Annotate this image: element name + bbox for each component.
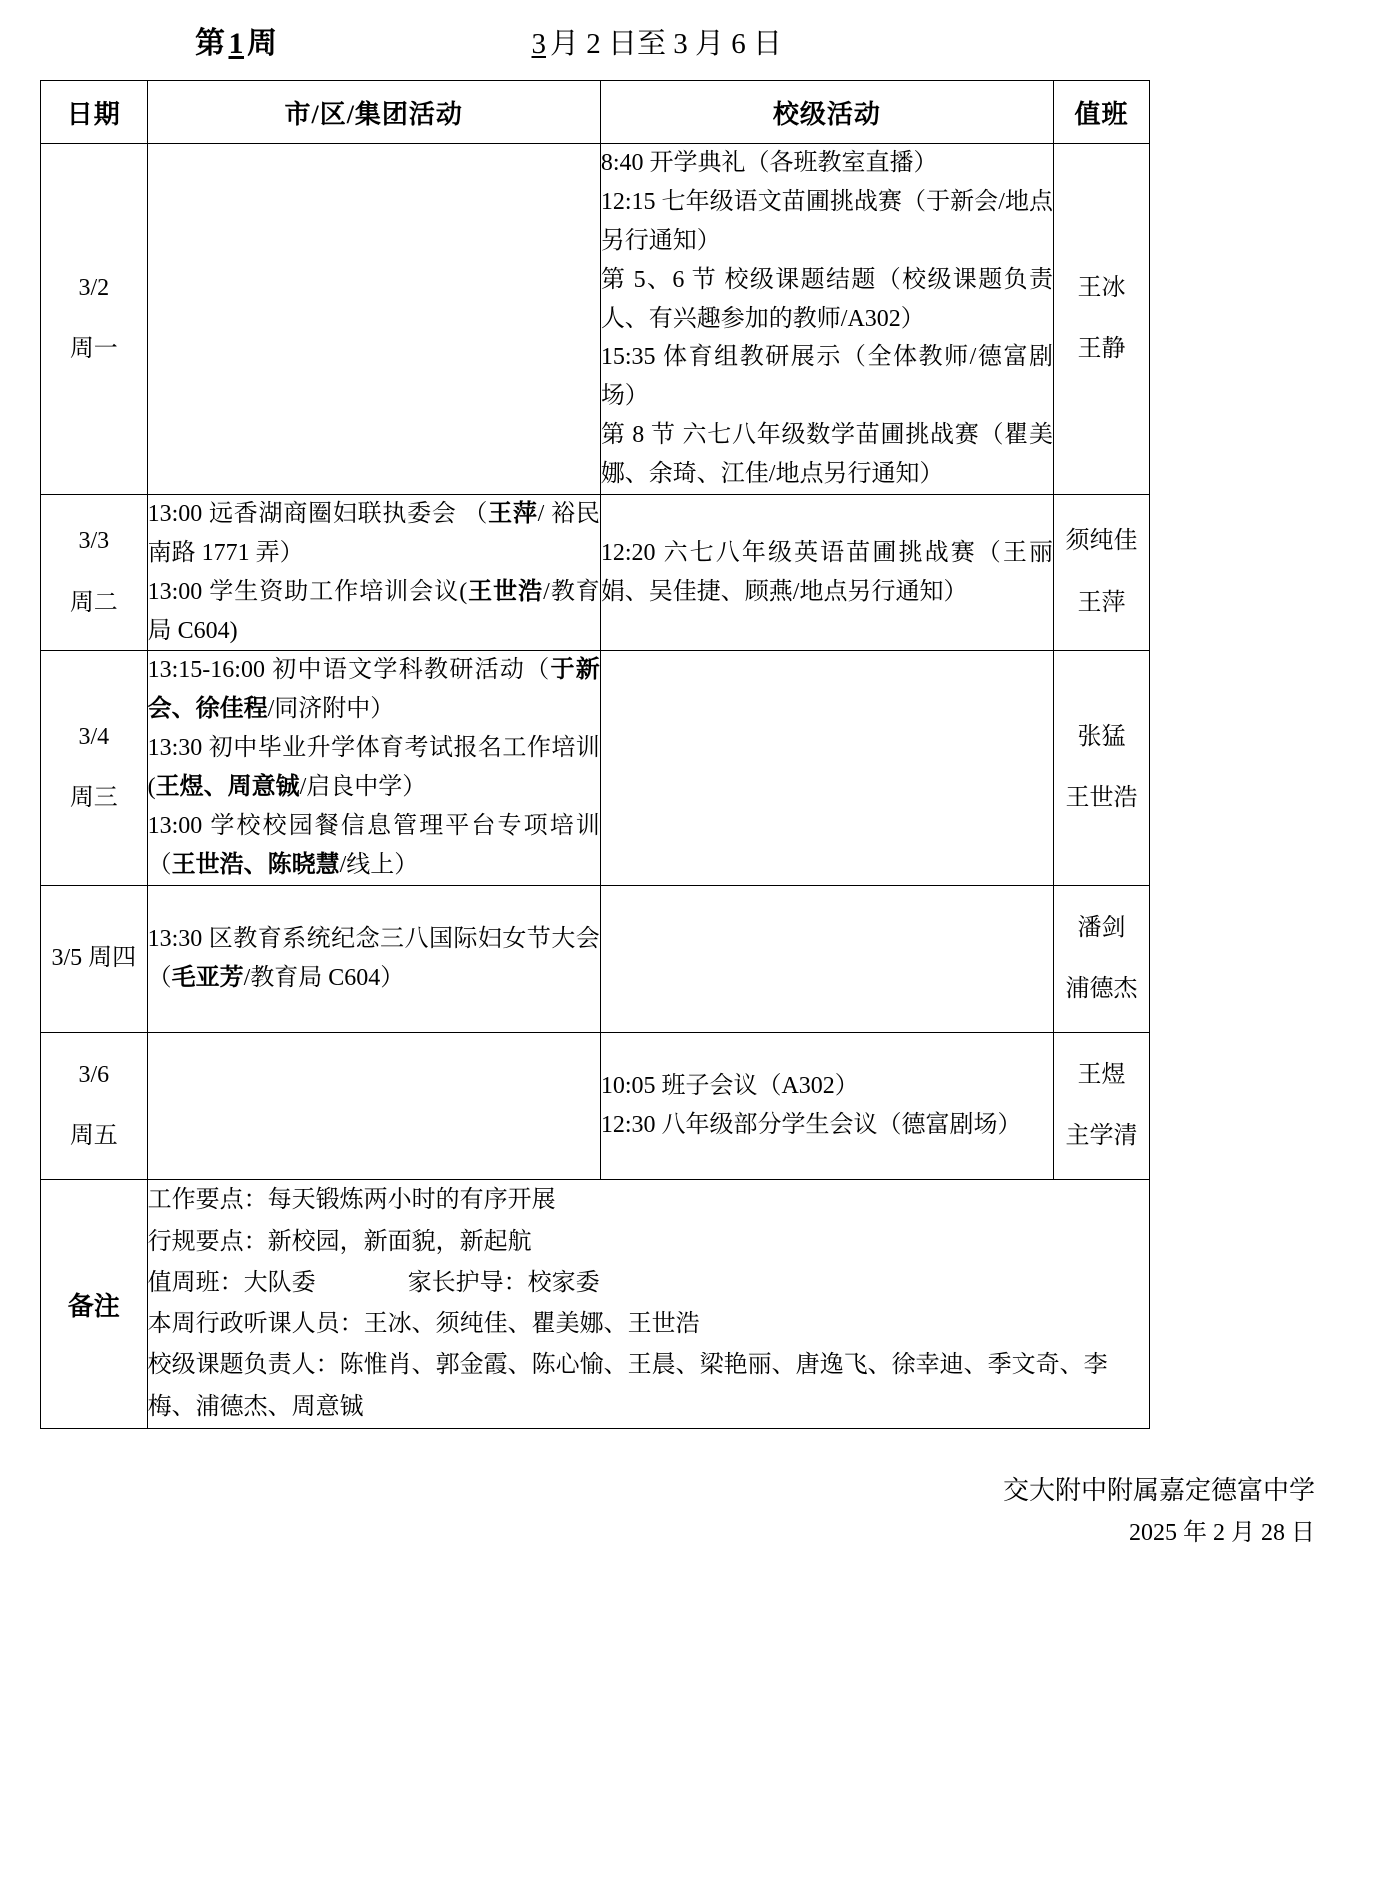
notes-line: 工作要点：每天锻炼两小时的有序开展 (147, 1187, 556, 1214)
notes-line: 校级课题负责人：陈惟肖、郭金霞、陈心愉、王晨、梁艳丽、唐逸飞、徐幸迪、季文奇、李梅、浦德杰、周意铖 (147, 1352, 1108, 1420)
footer-date: 2025 年 2 月 28 日 (1129, 1520, 1315, 1547)
date-range (528, 27, 783, 62)
week-prefix: 第 (195, 27, 226, 60)
cell-duty: 王煜 主学清 (1054, 1033, 1150, 1180)
cell-city-activities: 13:30 区教育系统纪念三八国际妇女节大会（毛亚芳/教育局 C604） (147, 885, 600, 1032)
table-body (41, 144, 1150, 1429)
notes-label: 备注 (41, 1180, 148, 1429)
notes-body (147, 1180, 1149, 1429)
cell-school-activities (600, 885, 1053, 1032)
cell-duty: 潘剑 浦德杰 (1054, 885, 1150, 1032)
notes-row (41, 1180, 1150, 1429)
cell-city-activities: 13:15-16:00 初中语文学科教研活动（于新会、徐佳程/同济附中） 13:30 初中毕业升学体育考试报名工作培训(王煜、周意铖/启良中学） 13:00 学校校园餐信息管理平台专项培训（王世浩、陈晓慧/线上） (147, 651, 600, 885)
notes-line: 本周行政听课人员：王冰、须纯佳、瞿美娜、王世浩 (147, 1311, 700, 1338)
week-suffix: 周 (247, 27, 278, 60)
cell-city-activities: 13:00 远香湖商圈妇联执委会 （王萍/ 裕民南路 1771 弄） 13:00 学生资助工作培训会议(王世浩/教育局 C604) (147, 494, 600, 651)
week-label (195, 26, 278, 62)
cell-duty: 王冰 王静 (1054, 144, 1150, 495)
cell-school-activities: 8:40 开学典礼（各班教室直播） 12:15 七年级语文苗圃挑战赛（于新会/地点另行通知） 第 5、6 节 校级课题结题（校级课题负责人、有兴趣参加的教师/A302） 15:35 体育组教研展示（全体教师/德富剧场） 第 8 节 六七八年级数学苗圃挑战赛（瞿美娜、余琦、江佳/地点另行通知） (600, 144, 1053, 495)
table-row (41, 494, 1150, 651)
notes-line: 行规要点：新校园，新面貌，新起航 (147, 1228, 532, 1255)
notes-line-duty-week (148, 1263, 1149, 1304)
schedule-table (40, 80, 1150, 1429)
cell-date: 3/4 周三 (41, 651, 148, 885)
date-range-rest: 月 2 日至 3 月 6 日 (550, 28, 783, 60)
cell-date: 3/3 周二 (41, 494, 148, 651)
column-header-duty: 值班 (1054, 81, 1150, 144)
cell-date: 3/5 周四 (41, 885, 148, 1032)
footer-school-name: 交大附中附属嘉定德富中学 (1002, 1475, 1315, 1505)
table-row (41, 651, 1150, 885)
column-header-city-activities: 市/区/集团活动 (147, 81, 600, 144)
cell-city-activities (147, 144, 600, 495)
table-row (41, 144, 1150, 495)
table-row (41, 1033, 1150, 1180)
date-range-month: 3 (531, 28, 546, 60)
notes-parent-guide: 家长护导：校家委 (407, 1269, 600, 1296)
cell-date: 3/6 周五 (41, 1033, 148, 1180)
document-footer (40, 1469, 1340, 1554)
notes-duty-class: 值周班：大队委 (147, 1269, 316, 1296)
table-row (41, 885, 1150, 1032)
cell-duty: 须纯佳 王萍 (1054, 494, 1150, 651)
cell-date: 3/2 周一 (41, 144, 148, 495)
cell-school-activities (600, 651, 1053, 885)
week-number: 1 (228, 27, 244, 60)
table-head (41, 81, 1150, 144)
cell-school-activities: 10:05 班子会议（A302） 12:30 八年级部分学生会议（德富剧场） (600, 1033, 1053, 1180)
cell-city-activities (147, 1033, 600, 1180)
document-header (40, 0, 1340, 62)
table-header-row (41, 81, 1150, 144)
cell-duty: 张猛 王世浩 (1054, 651, 1150, 885)
column-header-date: 日期 (41, 81, 148, 144)
column-header-school-activities: 校级活动 (600, 81, 1053, 144)
cell-school-activities: 12:20 六七八年级英语苗圃挑战赛（王丽娟、吴佳捷、顾燕/地点另行通知） (600, 494, 1053, 651)
